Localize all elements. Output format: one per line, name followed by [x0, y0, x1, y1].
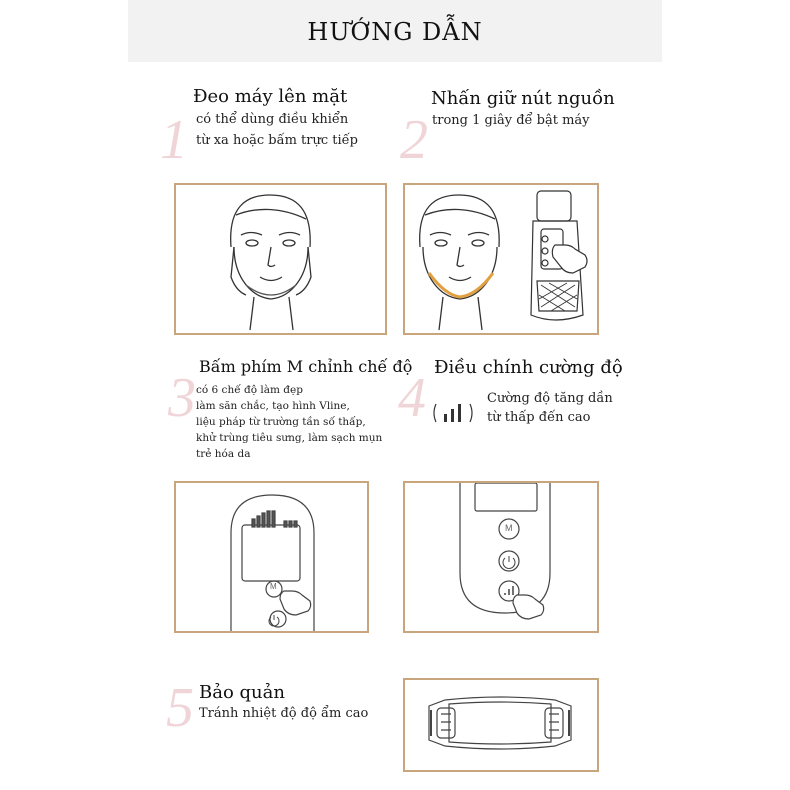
- page-title: HƯỚNG DẪN: [307, 18, 483, 46]
- step-3-line-3: liệu pháp từ trường tần số thấp,: [196, 416, 366, 428]
- step-5-title: Bảo quản: [199, 682, 285, 703]
- step-1-number: 1: [160, 109, 188, 171]
- step-4-line-2: từ thấp đến cao: [487, 410, 591, 425]
- step-4-number: 4: [398, 367, 426, 429]
- device-buttons-icon: [405, 483, 597, 631]
- step-2-title: Nhấn giữ nút nguồn: [431, 88, 615, 109]
- step-4-title: Điều chính cường độ: [434, 357, 623, 378]
- step-3-number: 3: [168, 367, 196, 429]
- step-5-illustration: [403, 678, 599, 772]
- step-1-illustration: [174, 183, 387, 335]
- step-1-line-2: từ xa hoặc bấm trực tiếp: [196, 133, 358, 148]
- device-strap-icon: [405, 680, 597, 770]
- step-1-title: Đeo máy lên mặt: [193, 86, 348, 107]
- step-2-illustration: [403, 183, 599, 335]
- page-header: [128, 0, 662, 62]
- mode-button-label: M: [270, 582, 277, 591]
- step-3-illustration: [174, 481, 369, 633]
- face-icon: [176, 185, 385, 333]
- step-3-line-2: làm săn chắc, tạo hình Vline,: [196, 400, 350, 412]
- step-2-line-1: trong 1 giây để bật máy: [432, 113, 590, 128]
- step-3-line-1: có 6 chế độ làm đẹp: [196, 384, 303, 396]
- face-with-device-icon: [405, 185, 597, 333]
- step-4-line-1: Cường độ tăng dần: [487, 391, 613, 406]
- step-3-line-4: khử trùng tiêu sưng, làm sạch mụn: [196, 432, 383, 444]
- step-2-number: 2: [400, 109, 428, 171]
- step-3-title: Bấm phím M chỉnh chế độ: [199, 357, 413, 376]
- mode-button-label-2: M: [505, 523, 513, 533]
- step-5-line-1: Tránh nhiệt độ độ ẩm cao: [199, 706, 369, 721]
- step-3-line-5: trẻ hóa da: [196, 448, 251, 460]
- intensity-bars-icon: [432, 402, 474, 428]
- device-front-icon: [176, 483, 367, 631]
- step-1-line-1: có thể dùng điều khiển: [196, 112, 349, 127]
- step-4-illustration: [403, 481, 599, 633]
- step-5-number: 5: [166, 677, 194, 739]
